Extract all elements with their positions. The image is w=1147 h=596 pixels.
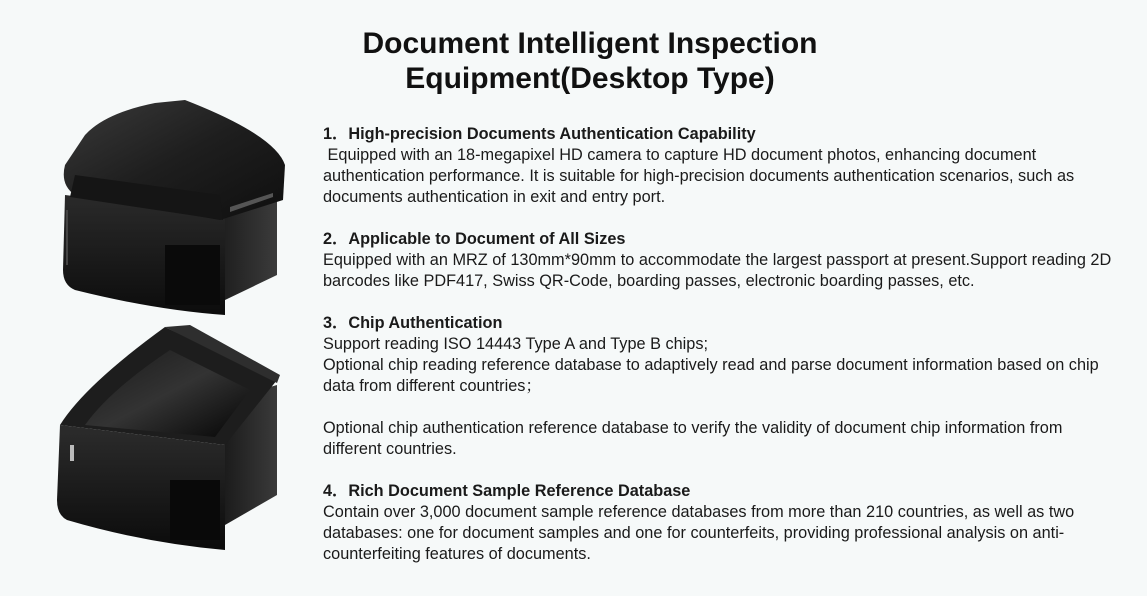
feature-section-3 bbox=[323, 313, 1113, 460]
section-heading: 4．Rich Document Sample Reference Database bbox=[323, 482, 691, 500]
product-images bbox=[45, 95, 295, 565]
section-paragraph: Optional chip reading reference database to adaptively read and parse document information based on chip data from different countries； bbox=[323, 356, 1099, 395]
feature-section-2 bbox=[323, 229, 1113, 292]
device-open-top-image bbox=[45, 325, 290, 555]
title-line-2: Equipment(Desktop Type) bbox=[405, 62, 775, 95]
section-heading: 2．Applicable to Document of All Sizes bbox=[323, 230, 626, 248]
device-closed-lid-image bbox=[45, 95, 290, 325]
feature-list bbox=[323, 124, 1113, 586]
section-paragraph: Contain over 3,000 document sample reference databases from more than 210 countries, as well as two databases: one for document samples and one for counterfeits, providing professional analysis on anti-counterfeiting features of documents. bbox=[323, 503, 1075, 563]
feature-section-1 bbox=[323, 124, 1113, 208]
section-heading: 1．High-precision Documents Authentication Capability bbox=[323, 125, 756, 143]
section-paragraph: Equipped with an MRZ of 130mm*90mm to accommodate the largest passport at present.Support reading 2D barcodes like PDF417, Swiss QR-Code, boarding passes, electronic boarding passes, etc. bbox=[323, 251, 1112, 290]
title-line-1: Document Intelligent Inspection bbox=[362, 27, 818, 60]
section-paragraph: Equipped with an 18-megapixel HD camera to capture HD document photos, enhancing document authentication performance. It is suitable for high-precision documents authentication scenarios, such as documents authentication in exit and entry port. bbox=[323, 146, 1079, 206]
feature-section-4 bbox=[323, 481, 1113, 565]
section-paragraph: Optional chip authentication reference database to verify the validity of document chip information from different countries. bbox=[323, 419, 1063, 458]
page-title bbox=[300, 26, 880, 96]
section-heading: 3．Chip Authentication bbox=[323, 314, 503, 332]
section-paragraph: Support reading ISO 14443 Type A and Type B chips; bbox=[323, 335, 708, 353]
paragraph-spacer bbox=[323, 397, 1113, 418]
